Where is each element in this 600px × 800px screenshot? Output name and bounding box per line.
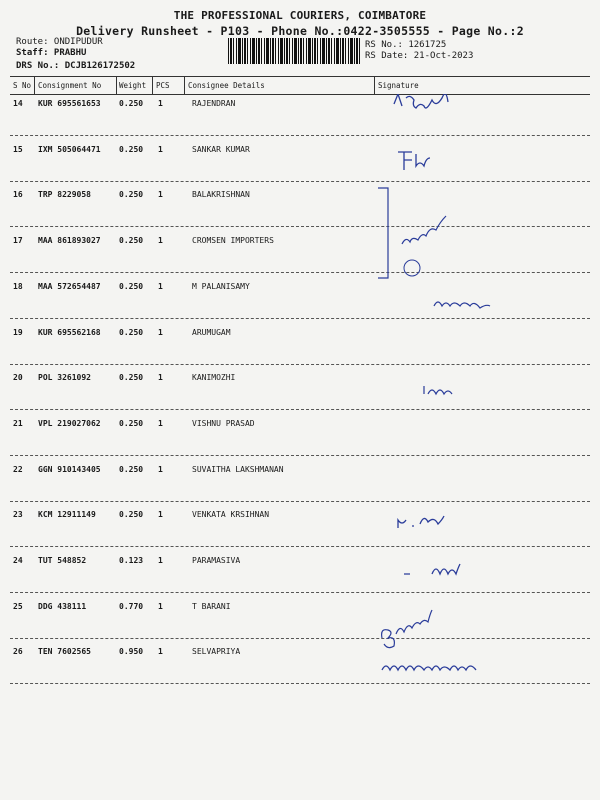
runsheet-subtitle: Delivery Runsheet - P103 - Phone No.:0422-3505555 - Page No.:2 (76, 24, 524, 38)
cell-weight: 0.250 (119, 373, 144, 382)
cell-consignee: RAJENDRAN (192, 99, 236, 108)
rs-date: RS Date: 21-Oct-2023 (365, 51, 474, 61)
cell-sno: 15 (13, 145, 23, 154)
cell-pcs: 1 (158, 510, 163, 519)
cell-consignment-no: TUT 548852 (38, 556, 87, 565)
cell-pcs: 1 (158, 145, 163, 154)
cell-consignment-no: MAA 861893027 (38, 236, 101, 245)
cell-weight: 0.250 (119, 510, 144, 519)
cell-sno: 16 (13, 190, 23, 199)
cell-weight: 0.123 (119, 556, 144, 565)
cell-weight: 0.250 (119, 145, 144, 154)
cell-pcs: 1 (158, 602, 163, 611)
handwritten-signature (402, 216, 446, 244)
table-top-rule (10, 76, 590, 77)
column-divider (374, 76, 375, 94)
handwritten-phone: 9597059645 (433, 604, 505, 635)
handwritten-phone: 6374215495 (428, 403, 505, 417)
column-divider (116, 76, 117, 94)
handwritten-signature (382, 610, 432, 648)
drs-number: DRS No.: DCJB126172502 (16, 61, 136, 71)
cell-consignment-no: DDG 438111 (38, 602, 87, 611)
cell-weight: 0.250 (119, 99, 144, 108)
cell-pcs: 1 (158, 190, 163, 199)
handwritten-signature (434, 302, 490, 308)
handwritten-mark: 2 (408, 264, 415, 275)
cell-consignee: BALAKRISHNAN (192, 190, 250, 199)
circled-mark (404, 260, 420, 276)
handwritten-signature (398, 516, 444, 528)
cell-weight: 0.250 (119, 236, 144, 245)
staff-label: Staff: PRABHU (16, 48, 87, 58)
handwritten-cn-mark: C/N (458, 439, 490, 458)
handwritten-phone: 9994860900 (460, 570, 556, 588)
handwritten-signature (404, 564, 460, 574)
handwritten-phone: 9677950188 (450, 164, 546, 182)
handwritten-phone: 8015844654 (392, 121, 526, 145)
col-header-consignment: Consignment No (38, 81, 102, 90)
handwritten-phone: 8925357735 (442, 228, 526, 271)
cell-consignment-no: TEN 7602565 (38, 647, 91, 656)
cell-consignee: CROMSEN IMPORTERS (192, 236, 274, 245)
handwritten-signature (398, 152, 430, 170)
cell-weight: 0.250 (119, 465, 144, 474)
cell-sno: 23 (13, 510, 23, 519)
cell-weight: 0.250 (119, 328, 144, 337)
handwritten-signature (394, 94, 448, 108)
cell-consignee: M PALANISAMY (192, 282, 250, 291)
column-divider (34, 76, 35, 94)
cell-consignee: SUVAITHA LAKSHMANAN (192, 465, 284, 474)
cell-consignment-no: KCM 12911149 (38, 510, 96, 519)
cell-consignment-no: MAA 572654487 (38, 282, 101, 291)
cell-consignee: SELVAPRIYA (192, 647, 241, 656)
column-divider (152, 76, 153, 94)
bracket-mark (378, 188, 388, 278)
cell-pcs: 1 (158, 328, 163, 337)
cell-weight: 0.770 (119, 602, 144, 611)
handwritten-phone: 8778511326 (414, 314, 504, 330)
rs-number: RS No.: 1261725 (365, 40, 447, 50)
cell-weight: 0.950 (119, 647, 144, 656)
handwritten-signature (424, 386, 452, 394)
cell-weight: 0.250 (119, 282, 144, 291)
handwritten-phone: 9486777097 (430, 533, 558, 557)
cell-pcs: 1 (158, 99, 163, 108)
cell-consignee: T BARANI (192, 602, 231, 611)
cell-sno: 25 (13, 602, 23, 611)
col-header-pcs: PCS (156, 81, 170, 90)
col-header-signature: Signature (378, 81, 419, 90)
cell-pcs: 1 (158, 373, 163, 382)
cell-weight: 0.250 (119, 419, 144, 428)
cell-sno: 19 (13, 328, 23, 337)
cell-consignee: SANKAR KUMAR (192, 145, 250, 154)
cell-sno: 20 (13, 373, 23, 382)
cell-consignment-no: TRP 8229058 (38, 190, 91, 199)
cell-consignee: VENKATA KRSIHNAN (192, 510, 270, 519)
cell-pcs: 1 (158, 236, 163, 245)
handwritten-phone: 9159024757 (398, 675, 526, 694)
company-title: THE PROFESSIONAL COURIERS, COIMBATORE (173, 9, 427, 22)
cell-consignment-no: IXM 505064471 (38, 145, 101, 154)
cell-consignee: ARUMUGAM (192, 328, 231, 337)
cell-pcs: 1 (158, 556, 163, 565)
cell-consignee: VISHNU PRASAD (192, 419, 255, 428)
cell-weight: 0.250 (119, 190, 144, 199)
col-header-weight: Weight (119, 81, 147, 90)
cell-consignment-no: KUR 695561653 (38, 99, 101, 108)
cell-sno: 26 (13, 647, 23, 656)
cell-sno: 21 (13, 419, 23, 428)
cell-sno: 24 (13, 556, 23, 565)
cell-pcs: 1 (158, 465, 163, 474)
route-label: Route: ONDIPUDUR (16, 37, 103, 47)
handwritten-name: A.Bhakya Lakshmi (402, 343, 515, 357)
cell-consignment-no: KUR 695562168 (38, 328, 101, 337)
col-header-sno: S No (13, 81, 32, 90)
cell-pcs: 1 (158, 419, 163, 428)
handwritten-signature (382, 666, 476, 670)
column-divider (184, 76, 185, 94)
signature-column (376, 94, 596, 694)
cell-consignment-no: VPL 219027062 (38, 419, 101, 428)
cell-sno: 18 (13, 282, 23, 291)
handwritten-phone: 97 8860 2492 (424, 360, 529, 378)
handwritten-cn-mark: C/N (450, 480, 486, 501)
cell-pcs: 1 (158, 282, 163, 291)
barcode (228, 38, 360, 64)
col-header-consignee: Consignee Details (188, 81, 265, 90)
cell-consignment-no: POL 3261092 (38, 373, 91, 382)
cell-consignment-no: GGN 910143405 (38, 465, 101, 474)
cell-sno: 14 (13, 99, 23, 108)
cell-sno: 22 (13, 465, 23, 474)
cell-consignee: PARAMASIVA (192, 556, 241, 565)
cell-pcs: 1 (158, 647, 163, 656)
cell-sno: 17 (13, 236, 23, 245)
cell-consignee: KANIMOZHI (192, 373, 236, 382)
